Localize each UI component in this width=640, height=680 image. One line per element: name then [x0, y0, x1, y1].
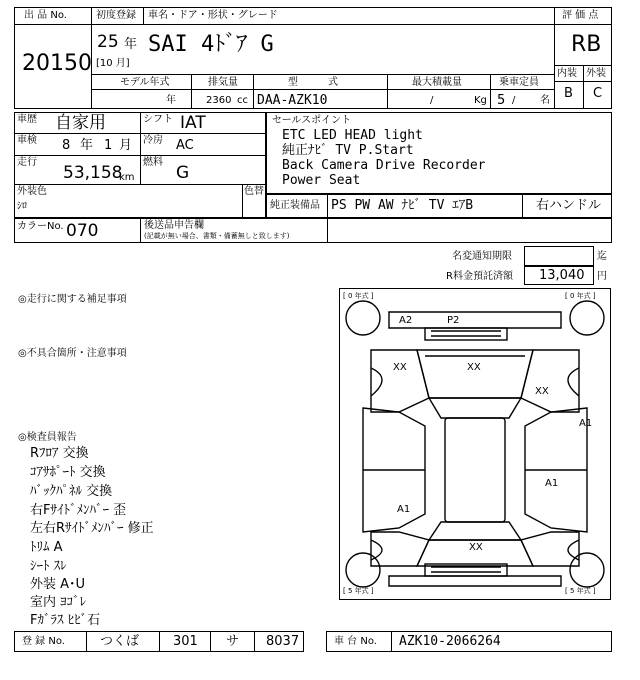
mileage-value: 53,158 [63, 163, 123, 183]
damage-mark: XX [535, 386, 549, 397]
docs-note: (記載が無い場合、書類・備蓄無しと致します) [144, 232, 290, 240]
color-no-label: カラーNo. [17, 221, 64, 232]
car-diagram [339, 288, 611, 600]
damage-mark: A1 [397, 504, 411, 515]
name-change-label: 名変通知期限 [452, 251, 512, 262]
displacement-label: 排気量 [208, 77, 238, 88]
color-no-value: 070 [66, 221, 99, 241]
exterior-label: 外装 [586, 68, 606, 79]
chassis-number: AZK10-2066264 [399, 634, 501, 649]
inspection-month: 1 [104, 138, 113, 153]
docs-label: 後送品申告欄 [144, 220, 204, 231]
lot-label: 出 品 No. [24, 10, 67, 21]
registration-kana: サ [226, 634, 240, 649]
inspector-line: 左右Rｻｲﾄﾞﾒﾝﾊﾞｰ 修正 [30, 521, 154, 536]
ac-value: AC [176, 138, 194, 153]
inspector-line: ｼｰﾄ ｽﾚ [30, 559, 67, 574]
first-reg-label: 初度登録 [96, 10, 136, 21]
sales-point-line: Back Camera Drive Recorder [282, 158, 486, 173]
exterior-grade: C [593, 86, 603, 101]
driving-notes-title: ◎走行に関する補足事項 [18, 294, 127, 305]
type-value: DAA-AZK10 [257, 93, 328, 108]
inspector-line: 外装 A･U [30, 577, 86, 592]
recycle-unit: 円 [597, 271, 607, 282]
recycle-value: 13,040 [539, 268, 585, 283]
sales-point-label: セールスポイント [272, 115, 352, 126]
capacity-unit: 名 [540, 95, 550, 106]
color-no-row [14, 218, 612, 243]
inspection-year: 8 [62, 138, 71, 153]
registration-region: つくば [100, 634, 140, 649]
chassis-label: 車 台 No. [334, 636, 377, 647]
first-reg-year: 25 [97, 32, 119, 52]
max-load-label: 最大積載量 [412, 77, 462, 88]
type-label: 型 式 [288, 77, 338, 88]
damage-mark: A1 [545, 478, 559, 489]
grade-label: 評 価 点 [562, 10, 599, 21]
capacity-slash: / [512, 95, 516, 106]
sales-point-line: ETC LED HEAD light [282, 128, 423, 143]
history-value: 自家用 [55, 113, 106, 133]
damage-mark: A1 [579, 418, 593, 429]
fuel-value: G [176, 163, 190, 183]
name-change-box [524, 246, 594, 266]
inspector-line: Fｶﾞﾗｽ ﾋﾋﾞ石 [30, 613, 101, 628]
equipment-value: PS PW AW ﾅﾋﾞ TV ｴｱB [331, 198, 474, 213]
grade-value: RB [571, 32, 602, 57]
damage-mark: A2 [399, 315, 413, 326]
registration-class: 301 [173, 634, 198, 649]
diagram-corner-label: [ 5 年式 ] [565, 587, 596, 595]
ext-color-value: ｼﾛ [17, 201, 27, 212]
inspection-year-unit: 年 [80, 138, 94, 153]
sales-point-line: Power Seat [282, 173, 361, 188]
handle-value: 右ハンドル [536, 198, 602, 213]
ac-label: 冷房 [143, 135, 163, 146]
max-load-slash: / [430, 95, 434, 106]
damage-mark: XX [393, 362, 407, 373]
car-name: SAI 4ﾄﾞｱ G [148, 32, 274, 57]
ext-color-label: 外装色 [17, 186, 47, 197]
registration-number: 8037 [266, 634, 300, 649]
inspector-line: ｺｱｻﾎﾟｰﾄ 交換 [30, 465, 106, 480]
max-load-unit: Kg [474, 95, 487, 106]
displacement-unit: cc [237, 95, 248, 106]
recycle-label: R料金預託済額 [446, 271, 513, 282]
diagram-corner-label: [ 0 年式 ] [343, 292, 374, 300]
interior-label: 内装 [557, 68, 577, 79]
inspector-line: ﾊﾞｯｸﾊﾟﾈﾙ 交換 [30, 484, 113, 499]
damage-mark: P2 [447, 315, 460, 326]
inspector-line: Rﾌﾛｱ 交換 [30, 446, 89, 461]
capacity-value: 5 [497, 93, 506, 108]
inspection-month-unit: 月 [119, 138, 133, 153]
inspector-line: 室内 ﾖｺﾞﾚ [30, 595, 87, 610]
first-reg-month: [10 月] [96, 58, 130, 69]
damage-mark: XX [467, 362, 481, 373]
registration-label: 登 録 No. [22, 636, 65, 647]
mileage-unit: km [119, 172, 135, 183]
shift-label: シフト [143, 114, 173, 125]
first-reg-year-unit: 年 [124, 37, 138, 52]
inspector-title: ◎検査員報告 [18, 432, 77, 443]
shift-value: IAT [180, 113, 206, 133]
capacity-label: 乗車定員 [499, 77, 539, 88]
sales-point-line: 純正ﾅﾋﾞ TV P.Start [282, 143, 414, 158]
lot-number: 20150 [22, 51, 92, 76]
inspector-line: ﾄﾘﾑ A [30, 540, 63, 555]
damage-mark: XX [469, 542, 483, 553]
mileage-label: 走行 [17, 157, 37, 168]
inspection-label: 車検 [17, 135, 37, 146]
inspector-line: 右Fｻｲﾄﾞﾒﾝﾊﾞｰ 歪 [30, 503, 127, 518]
displacement-value: 2360 [206, 95, 232, 106]
interior-grade: B [564, 86, 573, 101]
equipment-label: 純正装備品 [270, 200, 320, 211]
name-change-unit: 迄 [597, 251, 607, 262]
defects-notes-title: ◎不具合箇所・注意事項 [18, 348, 127, 359]
repaint-label: 色替 [244, 186, 264, 197]
diagram-corner-label: [ 0 年式 ] [565, 292, 596, 300]
fuel-label: 燃料 [143, 157, 163, 168]
model-year-unit: 年 [166, 95, 176, 106]
model-desc-label: 車名・ドア・形状・グレード [148, 10, 278, 21]
model-year-label: モデル年式 [120, 77, 170, 88]
history-label: 車歴 [17, 114, 37, 125]
diagram-corner-label: [ 5 年式 ] [343, 587, 374, 595]
